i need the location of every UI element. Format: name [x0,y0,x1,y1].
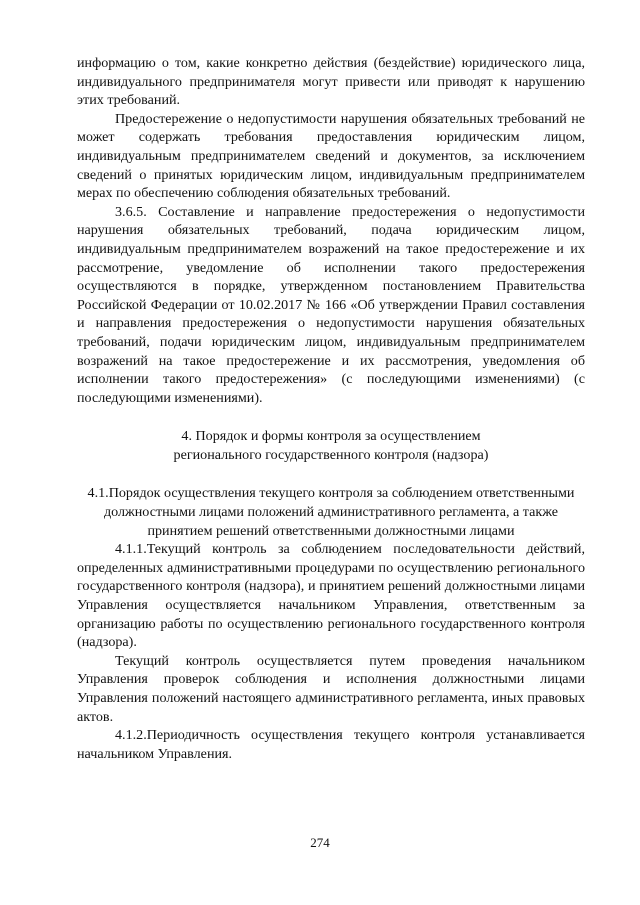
page-number: 274 [310,835,330,850]
paragraph-warning-content: Предостережение о недопустимости нарушения обязательных требований не может содержать требования предоставления юридическим лицом, индивидуальным предпринимателем сведений и документов, за исключением сведений о принятых юридическим лицом, индивидуальным предпринимателем мерах по обеспечению соблюдения обязательных требований. [77,110,585,202]
section-heading [77,427,585,464]
paragraph-4-1-2: 4.1.2.Периодичность осуществления текущего контроля устанавливается начальником Управления. [77,727,585,762]
paragraph-4-1-1: 4.1.1.Текущий контроль за соблюдением последовательности действий, определенных административными процедурами по осуществлению регионального государственного контроля (надзора), и принятием решений должностными лицами Управления осуществляется начальником Управления, ответственным за организацию работы по осуществлению регионального государственного контроля (надзора). [77,541,585,651]
paragraph-continuation: информацию о том, какие конкретно действия (бездействие) юридического лица, индивидуального предпринимателя могут привести или приводят к нарушению этих требований. [77,55,585,109]
paragraph-current-control: Текущий контроль осуществляется путем проведения начальником Управления проверок соблюдения и исполнения должностными лицами Управления положений настоящего административного регламента, иных правовых актов. [77,652,585,725]
paragraph-3-6-5: 3.6.5. Составление и направление предостережения о недопустимости нарушения обязательных требований, подача юридическим лицом, индивидуальным предпринимателем возражений на такое предостережение и их рассмотрение, уведомление об исполнении такого предостережения осуществляются в порядке, утвержденном постановлением Правительства Российской Федерации от 10.02.2017 № 166 «Об утверждении Правил составления и направления предостережения о недопустимости нарушения обязательных требований, подачи юридическим лицом, индивидуальным предпринимателем возражений на такое предостережение и их рассмотрения, уведомления об исполнении такого предостережения» (с последующими изменениями) (с последующими изменениями). [77,203,585,406]
section-heading-line-2: регионального государственного контроля (надзора) [173,446,489,463]
section-heading-line-1: 4. Порядок и формы контроля за осуществлением [181,428,481,445]
subsection-heading-4-1: 4.1.Порядок осуществления текущего контроля за соблюдением ответственными должностными лицами положений административного регламента, а также принятием решений ответственными должностными лицами [87,485,575,539]
document-page [77,54,585,763]
